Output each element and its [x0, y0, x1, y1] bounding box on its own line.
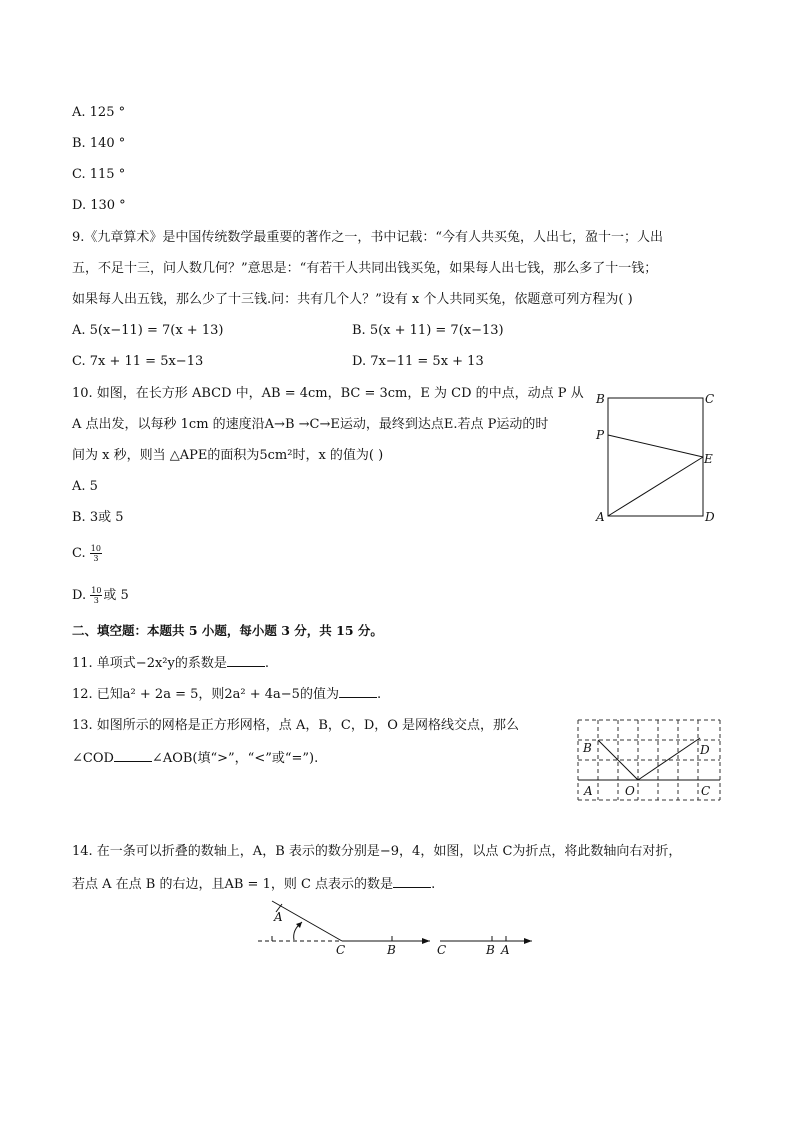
q10-text-line-3: 间为 x 秒，则当 △APE的面积为5cm²时，x 的值为( ) — [72, 448, 384, 463]
q14-text-line-2 — [72, 875, 435, 894]
q12-answer-blank[interactable] — [339, 685, 377, 698]
q9-text-line-3: 如果每人出五钱，那么少了十三钱.问：共有几个人？”设有 x 个人共同买兔，依题意可列方程为( ) — [72, 292, 633, 307]
q14-answer-blank[interactable] — [393, 875, 431, 888]
q14-end: . — [431, 877, 436, 892]
q13-label-c: C — [701, 784, 711, 798]
q13-angle-cod: ∠COD — [72, 751, 114, 766]
q13-label-b: B — [583, 741, 592, 755]
q12-text: 12. 已知a² + 2a = 5，则2a² + 4a−5的值为 — [72, 687, 339, 702]
q14-label-c-first: C — [336, 943, 346, 957]
q10-option-b: B. 3或 5 — [72, 510, 124, 525]
q10-rectangle-figure — [590, 386, 720, 531]
q13-answer-blank[interactable] — [114, 749, 152, 762]
q14-label-a-second: A — [501, 943, 510, 957]
q10-option-d — [72, 586, 129, 605]
q10-option-c-label: C. — [72, 546, 86, 561]
q13-text-line-2 — [72, 749, 318, 768]
q9-option-a: A. 5(x−11) = 7(x + 13) — [72, 323, 224, 338]
q10-option-a: A. 5 — [72, 479, 98, 494]
q11-answer-blank[interactable] — [227, 654, 265, 667]
q13-label-a: A — [584, 784, 593, 798]
q13-text-line-1: 13. 如图所示的网格是正方形网格，点 A，B，C，D，O 是网格线交点，那么 — [72, 718, 520, 733]
q11-text: 11. 单项式−2x²y的系数是 — [72, 656, 227, 671]
q14-label-c-second: C — [437, 943, 447, 957]
q13-label-d: D — [700, 743, 710, 757]
q14-label-b-first: B — [387, 943, 396, 957]
q8-option-d: D. 130 ° — [72, 198, 126, 213]
q10-option-d-label: D. — [72, 588, 87, 603]
q12-end: . — [376, 687, 382, 702]
q14-label-b-second: B — [486, 943, 495, 957]
q10-option-d-suffix: 或 5 — [103, 588, 129, 603]
q14-text-line-1: 14. 在一条可以折叠的数轴上，A，B 表示的数分别是−9，4，如图，以点 C为折点，将此数轴向右对折， — [72, 844, 682, 859]
q10-option-d-fraction: $\frac{10}{3}$ — [91, 586, 102, 605]
q9-option-d: D. 7x−11 = 5x + 13 — [352, 354, 484, 369]
q8-option-c: C. 115 ° — [72, 167, 126, 182]
q10-label-e: E — [704, 452, 713, 466]
q10-label-p: P — [596, 428, 605, 442]
q10-label-c: C — [705, 392, 715, 406]
q9-option-b: B. 5(x + 11) = 7(x−13) — [352, 323, 504, 338]
q10-text-line-2: A 点出发，以每秒 1cm 的速度沿A→B →C→E运动，最终到达点E.若点 P运动的时 — [72, 417, 549, 432]
q8-option-a: A. 125 ° — [72, 105, 126, 120]
q11-end: . — [264, 656, 269, 671]
q13-angle-aob: ∠AOB(填“>”，“<”或“=”). — [151, 751, 319, 766]
q14-number-line-figure — [250, 896, 540, 960]
q14-label-a-folded: A — [274, 910, 283, 924]
q10-text-line-1: 10. 如图，在长方形 ABCD 中，AB = 4cm，BC = 3cm，E 为 CD 的中点，动点 P 从 — [72, 386, 584, 401]
q8-option-b: B. 140 ° — [72, 136, 126, 151]
q13-label-o: O — [625, 784, 635, 798]
q13-grid-figure — [576, 718, 724, 804]
q10-label-a: A — [596, 510, 605, 524]
q14-text: 若点 A 在点 B 的右边，且AB = 1，则 C 点表示的数是 — [72, 877, 394, 892]
q9-text-line-1: 9.《九章算术》是中国传统数学最重要的著作之一，书中记载：“今有人共买兔，人出七，盈十一；人出 — [72, 230, 664, 245]
q10-option-c — [72, 544, 103, 563]
q12-line — [72, 685, 381, 704]
q10-label-b: B — [596, 392, 605, 406]
q9-text-line-2: 五，不足十三，问人数几何？”意思是：“有若干人共同出钱买兔，如果每人出七钱，那么多了十一钱； — [72, 261, 658, 276]
q9-option-c: C. 7x + 11 = 5x−13 — [72, 354, 204, 369]
q10-label-d: D — [705, 510, 715, 524]
q11-line — [72, 654, 269, 673]
section-2-title: 二、填空题：本题共 5 小题，每小题 3 分，共 15 分。 — [72, 623, 383, 638]
q10-option-c-fraction: $\frac{10}{3}$ — [90, 544, 101, 563]
